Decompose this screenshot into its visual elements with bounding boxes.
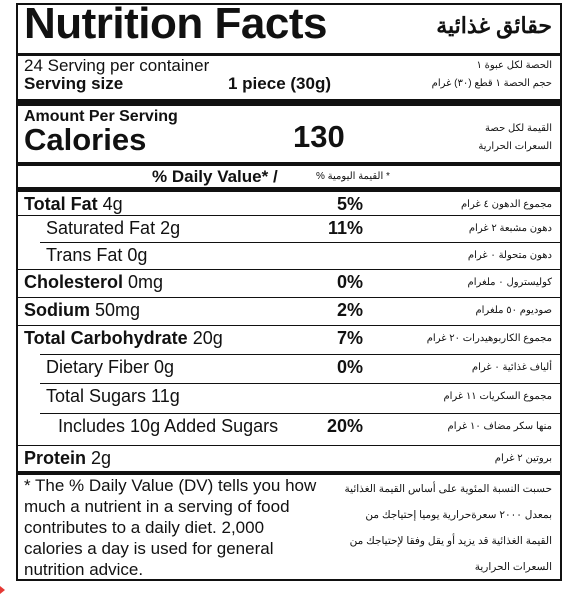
- nutrient-amount: Trans Fat 0g: [46, 245, 148, 265]
- nutrient-row: [18, 384, 560, 414]
- nutrient-row: [18, 216, 560, 243]
- nutrient-row: [18, 192, 560, 216]
- amount-per-serving: Amount Per Serving: [24, 108, 178, 125]
- calories-ar-line1: القيمة لكل حصة: [485, 123, 552, 134]
- nutrient-daily-value: 5%: [336, 194, 363, 214]
- servings-per-container-ar: الحصة لكل عبوة ١: [476, 60, 552, 71]
- nutrient-daily-value: 2%: [336, 300, 363, 320]
- nutrient-name-bold: Total Fat: [24, 194, 98, 214]
- nutrient-name-ar: صوديوم ٥٠ ملغرام: [475, 305, 552, 316]
- serving-size-value: 1 piece (30g): [228, 74, 331, 93]
- servings-per-container: 24 Serving per container: [24, 56, 210, 75]
- nutrient-row: [18, 243, 560, 270]
- nutrient-amount: 20g: [187, 328, 223, 348]
- nutrient-name: [24, 448, 111, 469]
- footnote-arabic: حسبت النسبة المئوية على أساس القيمة الغذائية بمعدل ٢٠٠٠ سعرةحرارية يوميا إحتياجك من القيمة الغذائية قد يزيد أو يقل وفقا لإحتياجك من السعرات الحرارية: [344, 483, 552, 573]
- nutrient-name-ar: ألياف غذائية ٠ غرام: [471, 362, 552, 373]
- nutrient-name-ar: مجموع الدهون ٤ غرام: [460, 199, 552, 210]
- daily-value-header: % Daily Value* /: [152, 167, 278, 186]
- nutrient-row: [18, 270, 560, 298]
- nutrient-name: [46, 386, 180, 407]
- serving-size-ar: حجم الحصة ١ قطع (٣٠) غرام: [431, 78, 552, 89]
- nutrient-name-ar: دهون متحولة ٠ غرام: [467, 250, 552, 261]
- calories-value: 130: [293, 119, 345, 154]
- nutrient-amount: Includes 10g Added Sugars: [58, 416, 279, 436]
- nutrient-daily-value: 11%: [327, 218, 363, 238]
- nutrient-name-bold: Total Carbohydrate: [24, 328, 188, 348]
- nutrient-daily-value: 7%: [336, 328, 363, 348]
- nutrient-name-ar: مجموع السكريات ١١ غرام: [443, 391, 552, 402]
- nutrient-amount: Dietary Fiber 0g: [46, 357, 175, 377]
- nutrient-name-ar: دهون مشبعة ٢ غرام: [468, 223, 552, 234]
- nutrient-name-ar: بروتين ٢ غرام: [494, 453, 552, 464]
- nutrient-row: [18, 414, 560, 446]
- nutrient-row: [18, 446, 560, 471]
- divider-medium: [18, 162, 560, 166]
- nutrient-row: [18, 326, 560, 355]
- nutrient-name: [58, 416, 278, 437]
- nutrient-daily-value: 0%: [336, 357, 363, 377]
- nutrient-amount: Saturated Fat 2g: [46, 218, 181, 238]
- serving-size-label: Serving size: [24, 74, 124, 93]
- footnote-english: * The % Daily Value (DV) tells you how much a nutrient in a serving of food contributes to a daily diet. 2,000 calories a day is used for general nutrition advice.: [24, 476, 317, 579]
- divider-heavy: [18, 99, 560, 106]
- nutrient-name-bold: Sodium: [24, 300, 90, 320]
- nutrient-amount: 2g: [86, 448, 112, 468]
- nutrient-name: [24, 328, 223, 349]
- title-english: Nutrition Facts: [24, 0, 327, 48]
- nutrition-facts-label: [16, 0, 562, 581]
- nutrient-amount: 50mg: [90, 300, 141, 320]
- nutrient-name: [24, 272, 163, 293]
- nutrient-amount: 0mg: [123, 272, 164, 292]
- nutrient-daily-value: 0%: [336, 272, 363, 292]
- calories-ar-line2: السعرات الحرارية: [478, 141, 552, 152]
- calories-label: Calories: [24, 122, 147, 157]
- nutrient-name: [46, 245, 147, 266]
- title-arabic: حقائق غذائية: [436, 13, 552, 38]
- nutrient-name: [46, 357, 174, 378]
- nutrient-amount: 4g: [97, 194, 123, 214]
- nutrient-name: [46, 218, 180, 239]
- label-header: [18, 0, 560, 53]
- nutrient-name-ar: كوليسترول ٠ ملغرام: [467, 277, 552, 288]
- daily-value-header-ar: * القيمة اليومية %: [316, 171, 390, 182]
- nutrient-row: [18, 298, 560, 326]
- nutrient-row: [18, 355, 560, 384]
- nutrient-name-ar: منها سكر مضاف ١٠ غرام: [447, 421, 552, 432]
- nutrient-name-ar: مجموع الكاربوهيدرات ٢٠ غرام: [426, 333, 552, 344]
- nutrient-name: [24, 300, 140, 321]
- nutrient-name-bold: Protein: [24, 448, 87, 468]
- nutrient-amount: Total Sugars 11g: [46, 386, 180, 406]
- nutrient-name: [24, 194, 123, 215]
- nutrient-name-bold: Cholesterol: [24, 272, 124, 292]
- nutrient-daily-value: 20%: [326, 416, 363, 436]
